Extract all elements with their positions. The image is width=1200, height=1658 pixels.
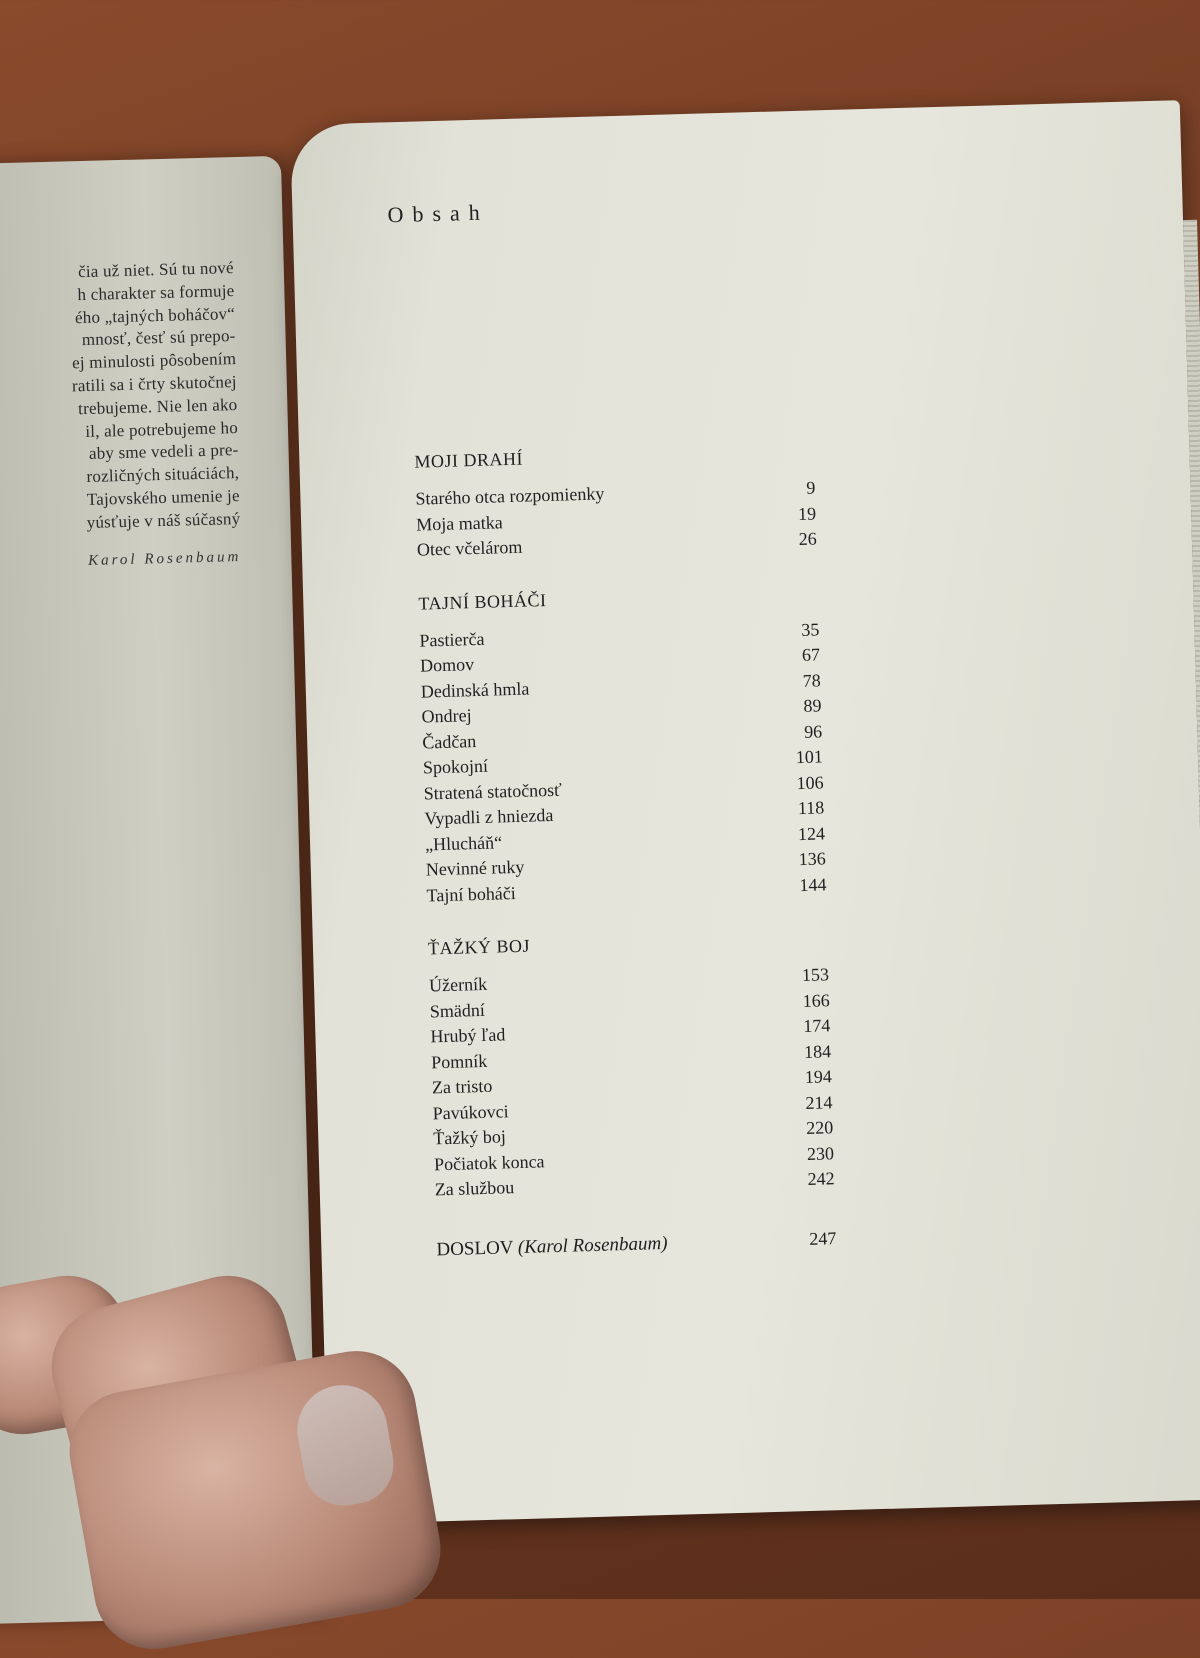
left-page-line: ého „tajných boháčov“ <box>74 303 236 327</box>
entry-title: Stratená statočnosť <box>423 779 563 804</box>
entry-title: Ondrej <box>421 705 472 727</box>
entry-page: 153 <box>801 964 830 986</box>
entry-title: Domov <box>419 654 475 676</box>
right-page <box>290 100 1200 1524</box>
left-page-text <box>0 257 242 572</box>
toc-entry-afterword <box>436 1227 876 1261</box>
afterword-label: DOSLOV <box>436 1236 514 1260</box>
entry-page: 35 <box>801 618 820 640</box>
left-page-line: rozličných situáciách, <box>86 463 240 487</box>
entry-title: Čadčan <box>422 730 477 753</box>
left-page-line: mnosť, česť sú prepo- <box>81 326 236 350</box>
left-page-line: čia už niet. Sú tu nové <box>77 258 234 282</box>
entry-title: „Hlucháň“ <box>424 831 503 855</box>
entry-title: Smädní <box>429 999 486 1021</box>
entry-page: 89 <box>803 695 822 716</box>
entry-title: Dedinská hmla <box>420 678 530 702</box>
left-page-line: trebujeme. Nie len ako <box>77 394 238 418</box>
entry-page: 124 <box>797 822 826 844</box>
left-page-signature: Karol Rosenbaum <box>87 548 242 569</box>
entry-page: 19 <box>797 502 817 524</box>
left-page-line: aby sme vedeli a pre- <box>88 440 239 464</box>
left-page-line: yúsťuje v náš súčasný <box>86 508 241 532</box>
entry-title: Úžerník <box>428 973 488 996</box>
entry-title: Starého otca rozpomienky <box>415 483 605 509</box>
entry-page: 247 <box>809 1227 837 1249</box>
entry-page: 118 <box>797 797 825 819</box>
entry-page: 106 <box>796 771 824 793</box>
entry-page: 144 <box>799 873 827 895</box>
table-of-contents <box>414 439 876 1260</box>
section-heading: ŤAŽKÝ BOJ <box>427 935 531 959</box>
left-page-line: il, ale potrebujeme ho <box>85 417 239 441</box>
entry-page: 166 <box>802 989 830 1011</box>
entry-title: Ťažký boj <box>433 1126 507 1149</box>
entry-page: 96 <box>803 720 823 742</box>
entry-title: Za tristo <box>431 1075 493 1098</box>
entry-title: Pastierča <box>419 628 485 651</box>
entry-page: 230 <box>806 1142 835 1164</box>
entry-page: 78 <box>802 669 821 691</box>
entry-page: 194 <box>804 1066 833 1087</box>
entry-title: Počiatok konca <box>433 1150 545 1174</box>
left-page-line: ratili sa i črty skutočnej <box>71 372 237 396</box>
entry-page: 242 <box>807 1168 835 1189</box>
entry-title: Hrubý ľad <box>430 1024 506 1047</box>
entry-page: 220 <box>805 1117 834 1138</box>
entry-page: 214 <box>805 1091 833 1113</box>
entry-title: Za službou <box>434 1177 515 1200</box>
entry-page: 67 <box>801 644 821 665</box>
entry-page: 26 <box>798 528 818 549</box>
entry-title: Tajní boháči <box>426 882 517 905</box>
afterword-author: (Karol Rosenbaum) <box>517 1232 668 1258</box>
entry-page: 184 <box>803 1040 832 1062</box>
left-page-line: h charakter sa formuje <box>77 280 235 304</box>
entry-title: Nevinné ruky <box>425 856 525 880</box>
page-title: Obsah <box>387 199 490 228</box>
entry-page: 174 <box>803 1015 831 1037</box>
entry-page: 101 <box>795 746 824 768</box>
entry-title: Spokojní <box>422 755 489 778</box>
page-edge <box>1183 220 1200 1480</box>
entry-title: Pavúkovci <box>432 1100 509 1123</box>
section-heading: MOJI DRAHÍ <box>414 448 524 472</box>
entry-title: Pomník <box>430 1050 488 1072</box>
entry-page: 9 <box>806 477 816 498</box>
entry-title: Otec včelárom <box>416 536 523 560</box>
section-heading: TAJNÍ BOHÁČI <box>418 589 547 614</box>
entry-page: 136 <box>798 848 826 870</box>
entry-title: Moja matka <box>415 511 503 535</box>
left-page-line: Tajovského umenie je <box>86 485 240 509</box>
left-page-line: ej minulosti pôsobením <box>71 349 237 373</box>
entry-title: Vypadli z hniezda <box>424 804 554 829</box>
